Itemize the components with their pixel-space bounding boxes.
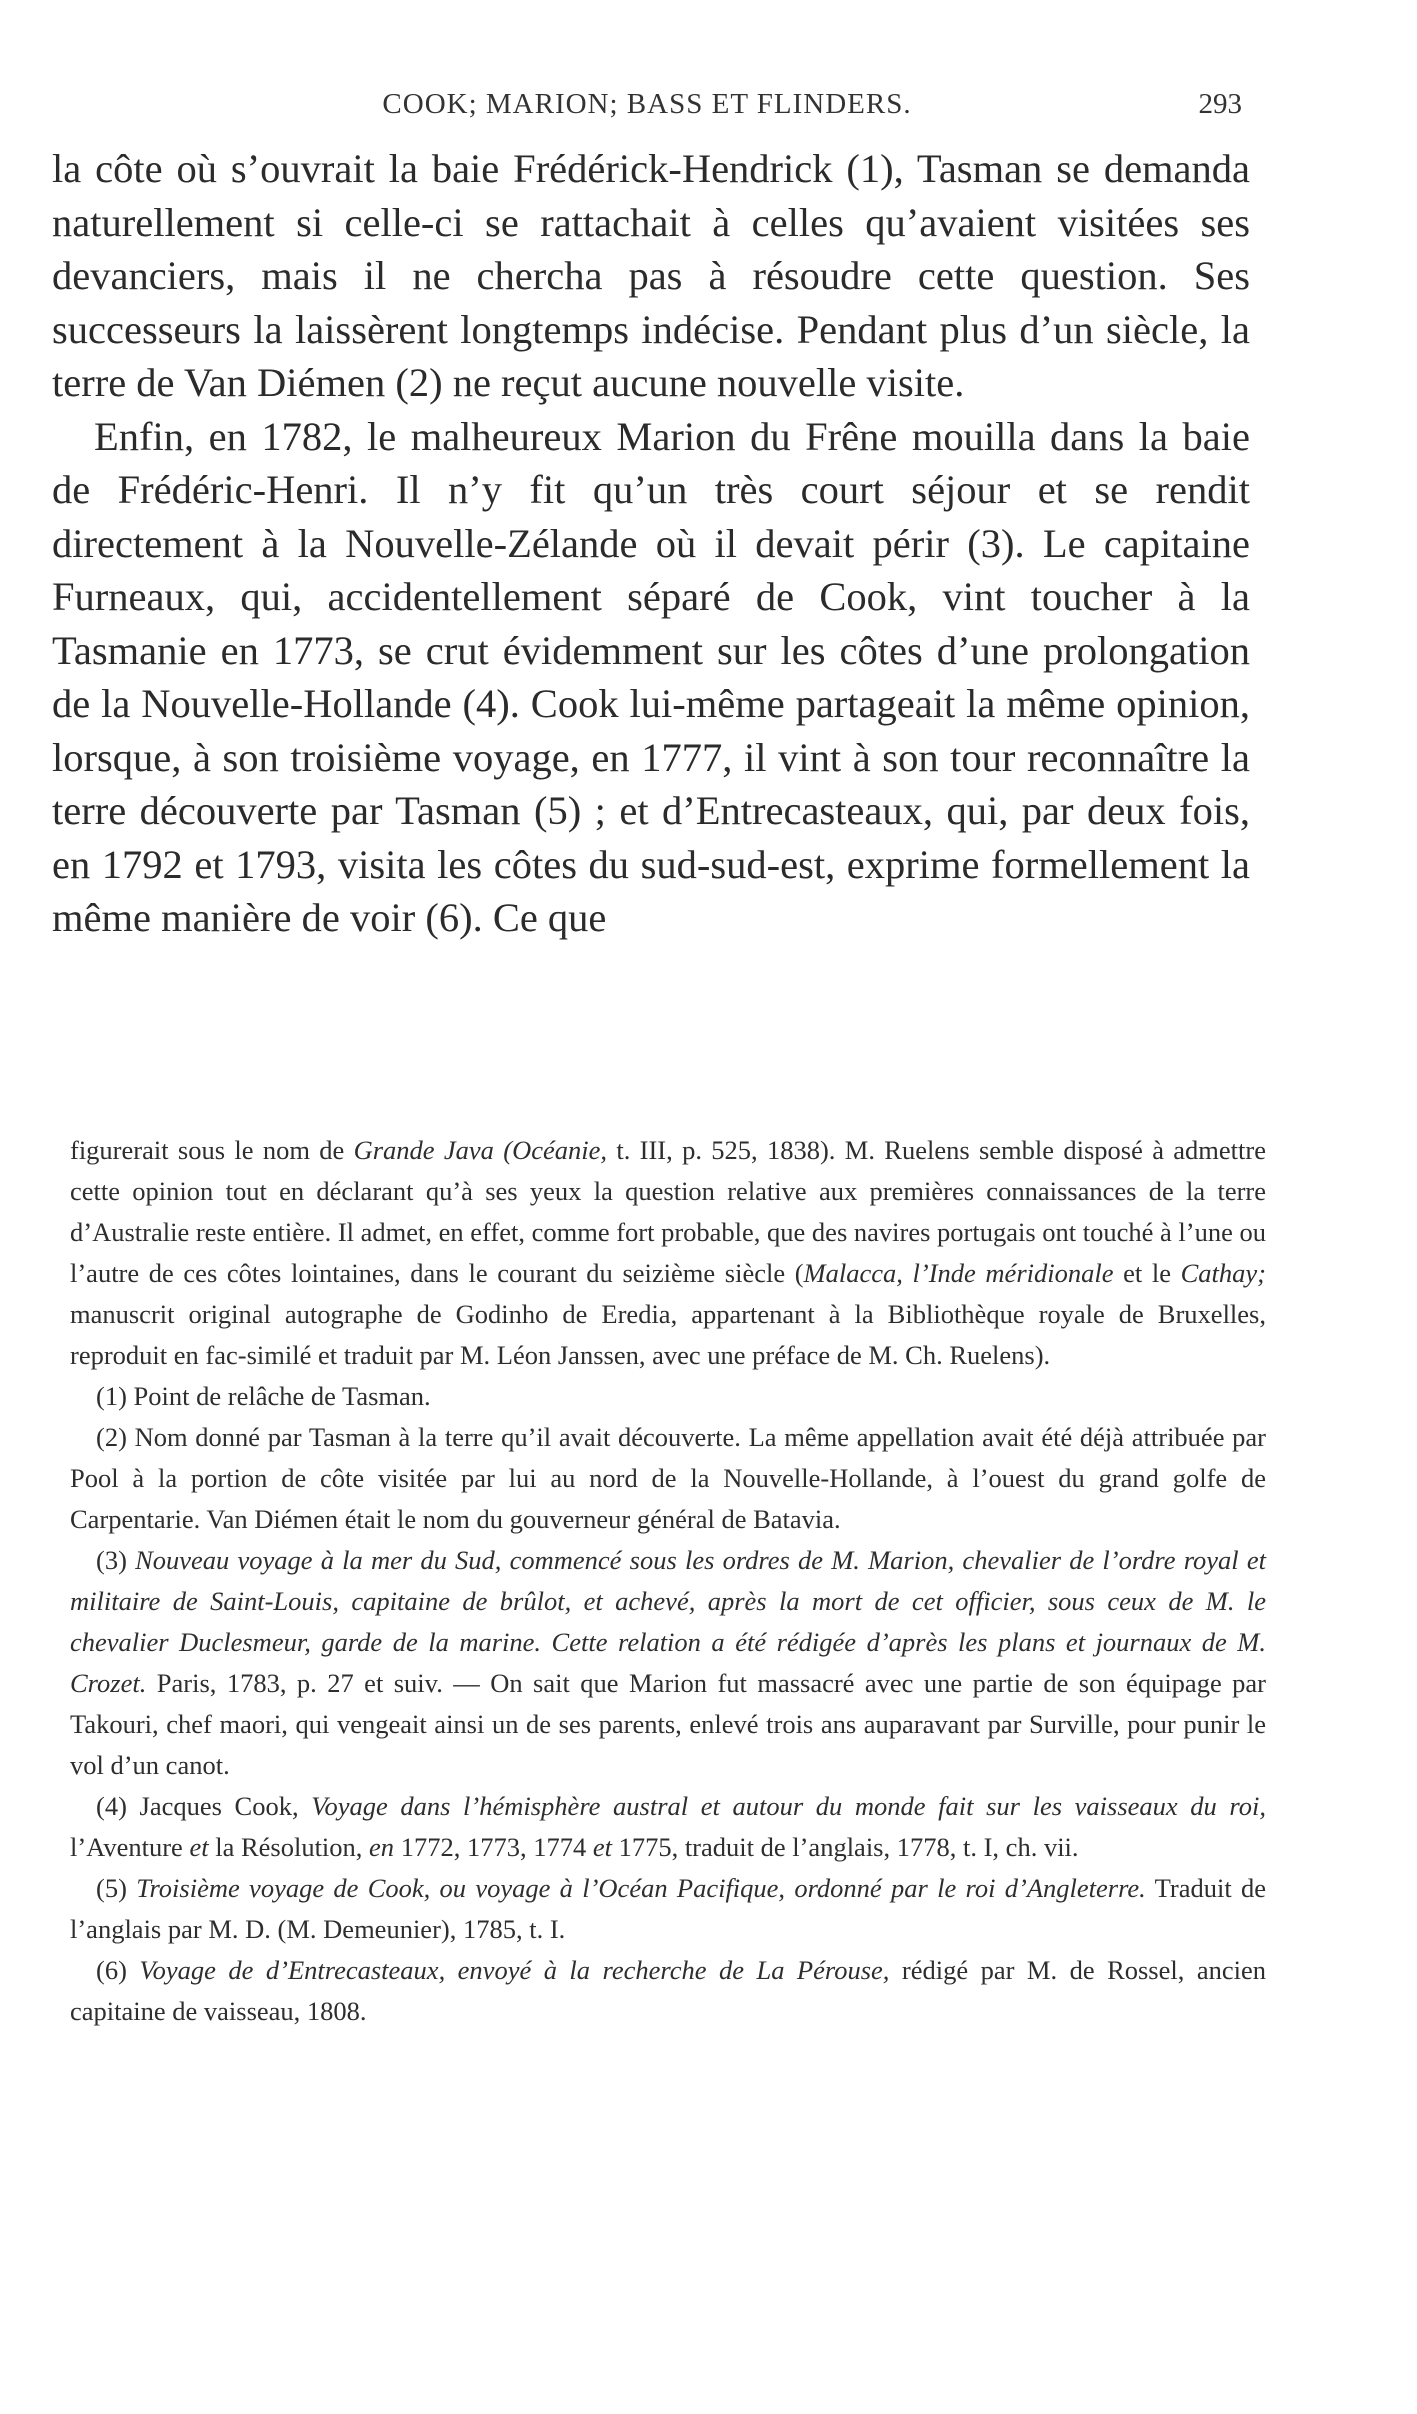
footnote-2: (2) Nom donné par Tasman à la terre qu’il avait découverte. La même appellation avait été déjà attribuée par Pool à la portion de côte visitée par lui au nord de la Nouvelle-Hollande, à l’ouest du grand golfe de Carpentarie. Van Diémen était le nom du gouverneur général de Batavia.: [70, 1422, 1266, 1534]
footnote-1: (1) Point de relâche de Tasman.: [96, 1381, 431, 1411]
footnotes: [70, 1130, 1266, 2032]
paragraph-1: la côte où s’ouvrait la baie Frédérick-Hendrick (1), Tasman se demanda naturellement si celle-ci se rattachait à celles qu’avaient visitées ses devanciers, mais il ne chercha pas à résoudre cette question. Ses successeurs la laissèrent longtemps indécise. Pendant plus d’un siècle, la terre de Van Diémen (2) ne reçut aucune nouvelle visite.: [52, 146, 1250, 405]
footnote-continuation: figurerait sous le nom de Grande Java (Océanie, t. III, p. 525, 1838). M. Ruelens semble disposé à admettre cette opinion tout en déclarant qu’à ses yeux la question relative aux premières connaissances de la terre d’Australie reste entière. Il admet, en effet, comme fort probable, que des navires portugais ont touché à l’une ou l’autre de ces côtes lointaines, dans le courant du seizième siècle (Malacca, l’Inde méridionale et le Cathay; manuscrit original autographe de Godinho de Eredia, appartenant à la Bibliothèque royale de Bruxelles, reproduit en fac-similé et traduit par M. Léon Janssen, avec une préface de M. Ch. Ruelens).: [70, 1135, 1266, 1370]
footnote-4: (4) Jacques Cook, Voyage dans l’hémisphère austral et autour du monde fait sur les vaisseaux du roi, l’Aventure et la Résolution, en 1772, 1773, 1774 et 1775, traduit de l’anglais, 1778, t. I, ch. vii.: [70, 1791, 1266, 1862]
page-header: [52, 88, 1242, 132]
footnote-6: (6) Voyage de d’Entrecasteaux, envoyé à la recherche de La Pérouse, rédigé par M. de Rossel, ancien capitaine de vaisseau, 1808.: [70, 1955, 1267, 2026]
main-text: [52, 142, 1250, 945]
footnote-3: (3) Nouveau voyage à la mer du Sud, commencé sous les ordres de M. Marion, chevalier de l’ordre royal et militaire de Saint-Louis, capitaine de brûlot, et achevé, après la mort de cet officier, sous ceux de M. le chevalier Duclesmeur, garde de la marine. Cette relation a été rédigée d’après les plans et journaux de M. Crozet. Paris, 1783, p. 27 et suiv. — On sait que Marion fut massacré avec une partie de son équipage par Takouri, chef maori, qui vengeait ainsi un de ses parents, enlevé trois ans auparavant par Surville, pour punir le vol d’un canot.: [70, 1545, 1266, 1780]
running-title: COOK; MARION; BASS ET FLINDERS.: [382, 88, 912, 120]
footnote-5: (5) Troisième voyage de Cook, ou voyage à l’Océan Pacifique, ordonné par le roi d’Angleterre. Traduit de l’anglais par M. D. (M. Demeunier), 1785, t. I.: [70, 1873, 1266, 1944]
page-number: 293: [1198, 88, 1242, 120]
paragraph-2: Enfin, en 1782, le malheureux Marion du Frêne mouilla dans la baie de Frédéric-Henri. Il n’y fit qu’un très court séjour et se rendit directement à la Nouvelle-Zélande où il devait périr (3). Le capitaine Furneaux, qui, accidentellement séparé de Cook, vint toucher à la Tasmanie en 1773, se crut évidemment sur les côtes d’une prolongation de la Nouvelle-Hollande (4). Cook lui-même partageait la même opinion, lorsque, à son troisième voyage, en 1777, il vint à son tour reconnaître la terre découverte par Tasman (5) ; et d’Entrecasteaux, qui, par deux fois, en 1792 et 1793, visita les côtes du sud-sud-est, exprime formellement la même manière de voir (6). Ce que: [52, 413, 1250, 940]
